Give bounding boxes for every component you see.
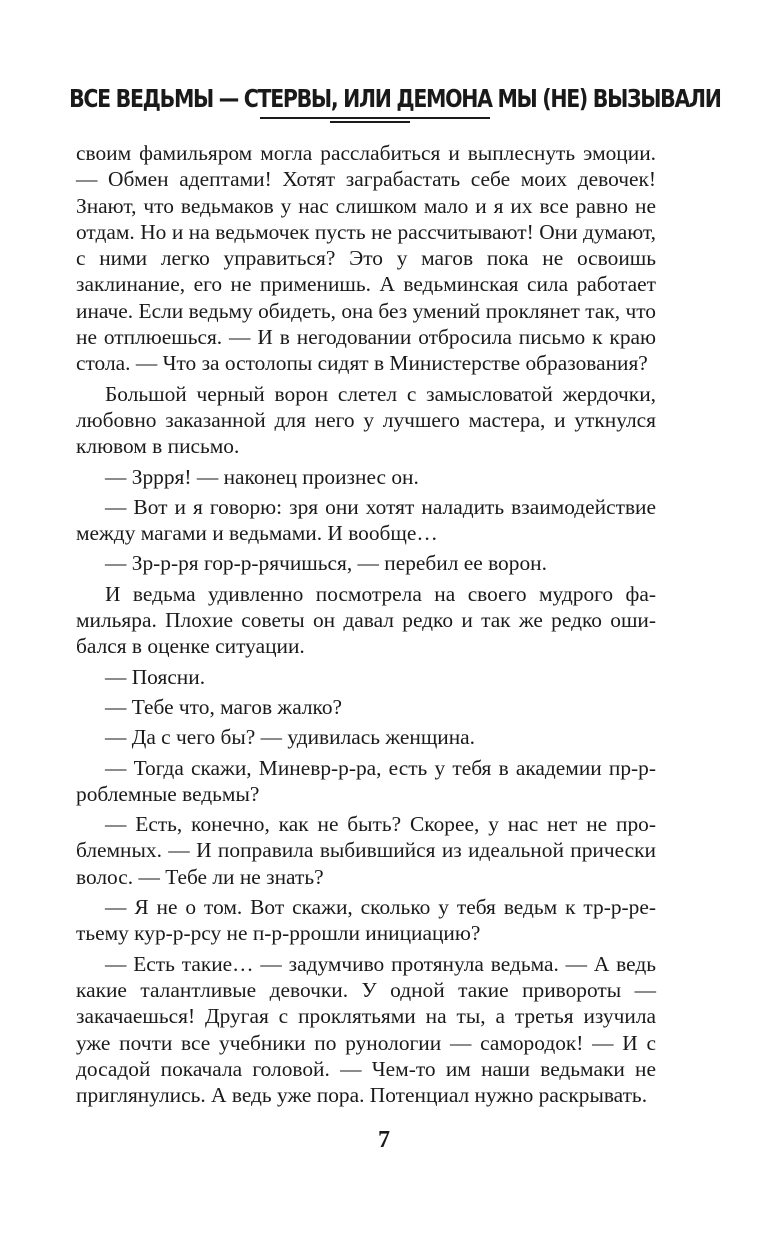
paragraph: — Есть, конечно, как не быть? Скорее, у нас нет не проблемных. — И поправила выбившийся из идеальной прически волос. — Тебе ли не знать? [76,812,656,889]
paragraph: — Вот и я говорю: зря они хотят наладить взаимодействие между магами и ведьмами. И вообще… [76,494,656,546]
paragraph: — Есть такие… — задумчиво протянула ведьма. — А ведь какие талантливые девочки. У одной такие привороты — закачаешься! Другая с проклятьями на ты, а третья изучила уже почти все учебники по рунологии — самородок! — И с досадой покачала головой. — Чем-то им наши ведьмаки не приглянулись. А ведь уже пора. Потенциал нужно раскрывать. [76,951,656,1108]
body-text [76,140,656,1108]
paragraph: Большой черный ворон слетел с замысловатой жердочки, любовно заказанной для него у лучшего мастера, и уткнулся клювом в письмо. [76,381,656,459]
paragraph: — Поясни. [105,664,206,689]
paragraph: — Зррря! — наконец произнес он. [105,464,419,489]
paragraph: — Я не о том. Вот скажи, сколько у тебя ведьм к тр-р-ретьему кур-р-рсу не п-р-ррошли инициацию? [76,895,656,946]
paragraph: И ведьма удивленно посмотрела на своего мудрого фамильяра. Плохие советы он давал редко и так же редко ошибался в оценке ситуации. [76,581,656,659]
paragraph: — Да с чего бы? — удивилась женщина. [105,725,476,750]
paragraph: — Зр-р-ря гор-р-рячишься, — перебил ее ворон. [105,551,547,576]
running-header: ВСЕ ВЕДЬМЫ — СТЕРВЫ, ИЛИ ДЕМОНА МЫ (НЕ) ВЫЗЫВАЛИ [69,84,721,113]
page-number: 7 [378,1127,390,1153]
paragraph: — Тебе что, магов жалко? [105,694,343,719]
paragraph: своим фамильяром могла расслабиться и выплеснуть эмоции. — Обмен адептами! Хотят заграбастать себе моих девочек! Знают, что ведьмаков у нас слишком мало и я их все равно не отдам. Но и на ведьмочек пусть не рассчитывают! Они думают, с ними легко управиться? Это у магов пока не освоишь заклинание, его не применишь. А ведьминская сила работает иначе. Если ведьму обидеть, она без умений проклянет так, что не отплюешься. — И в негодовании отбросила письмо к краю стола. — Что за остолопы сидят в Министерстве образования? [76,141,656,376]
header-underline-accent [330,121,410,123]
paragraph: — Тогда скажи, Миневр-р-ра, есть у тебя в академии пр-р-роблемные ведьмы? [76,755,656,806]
header-underline [260,117,490,119]
